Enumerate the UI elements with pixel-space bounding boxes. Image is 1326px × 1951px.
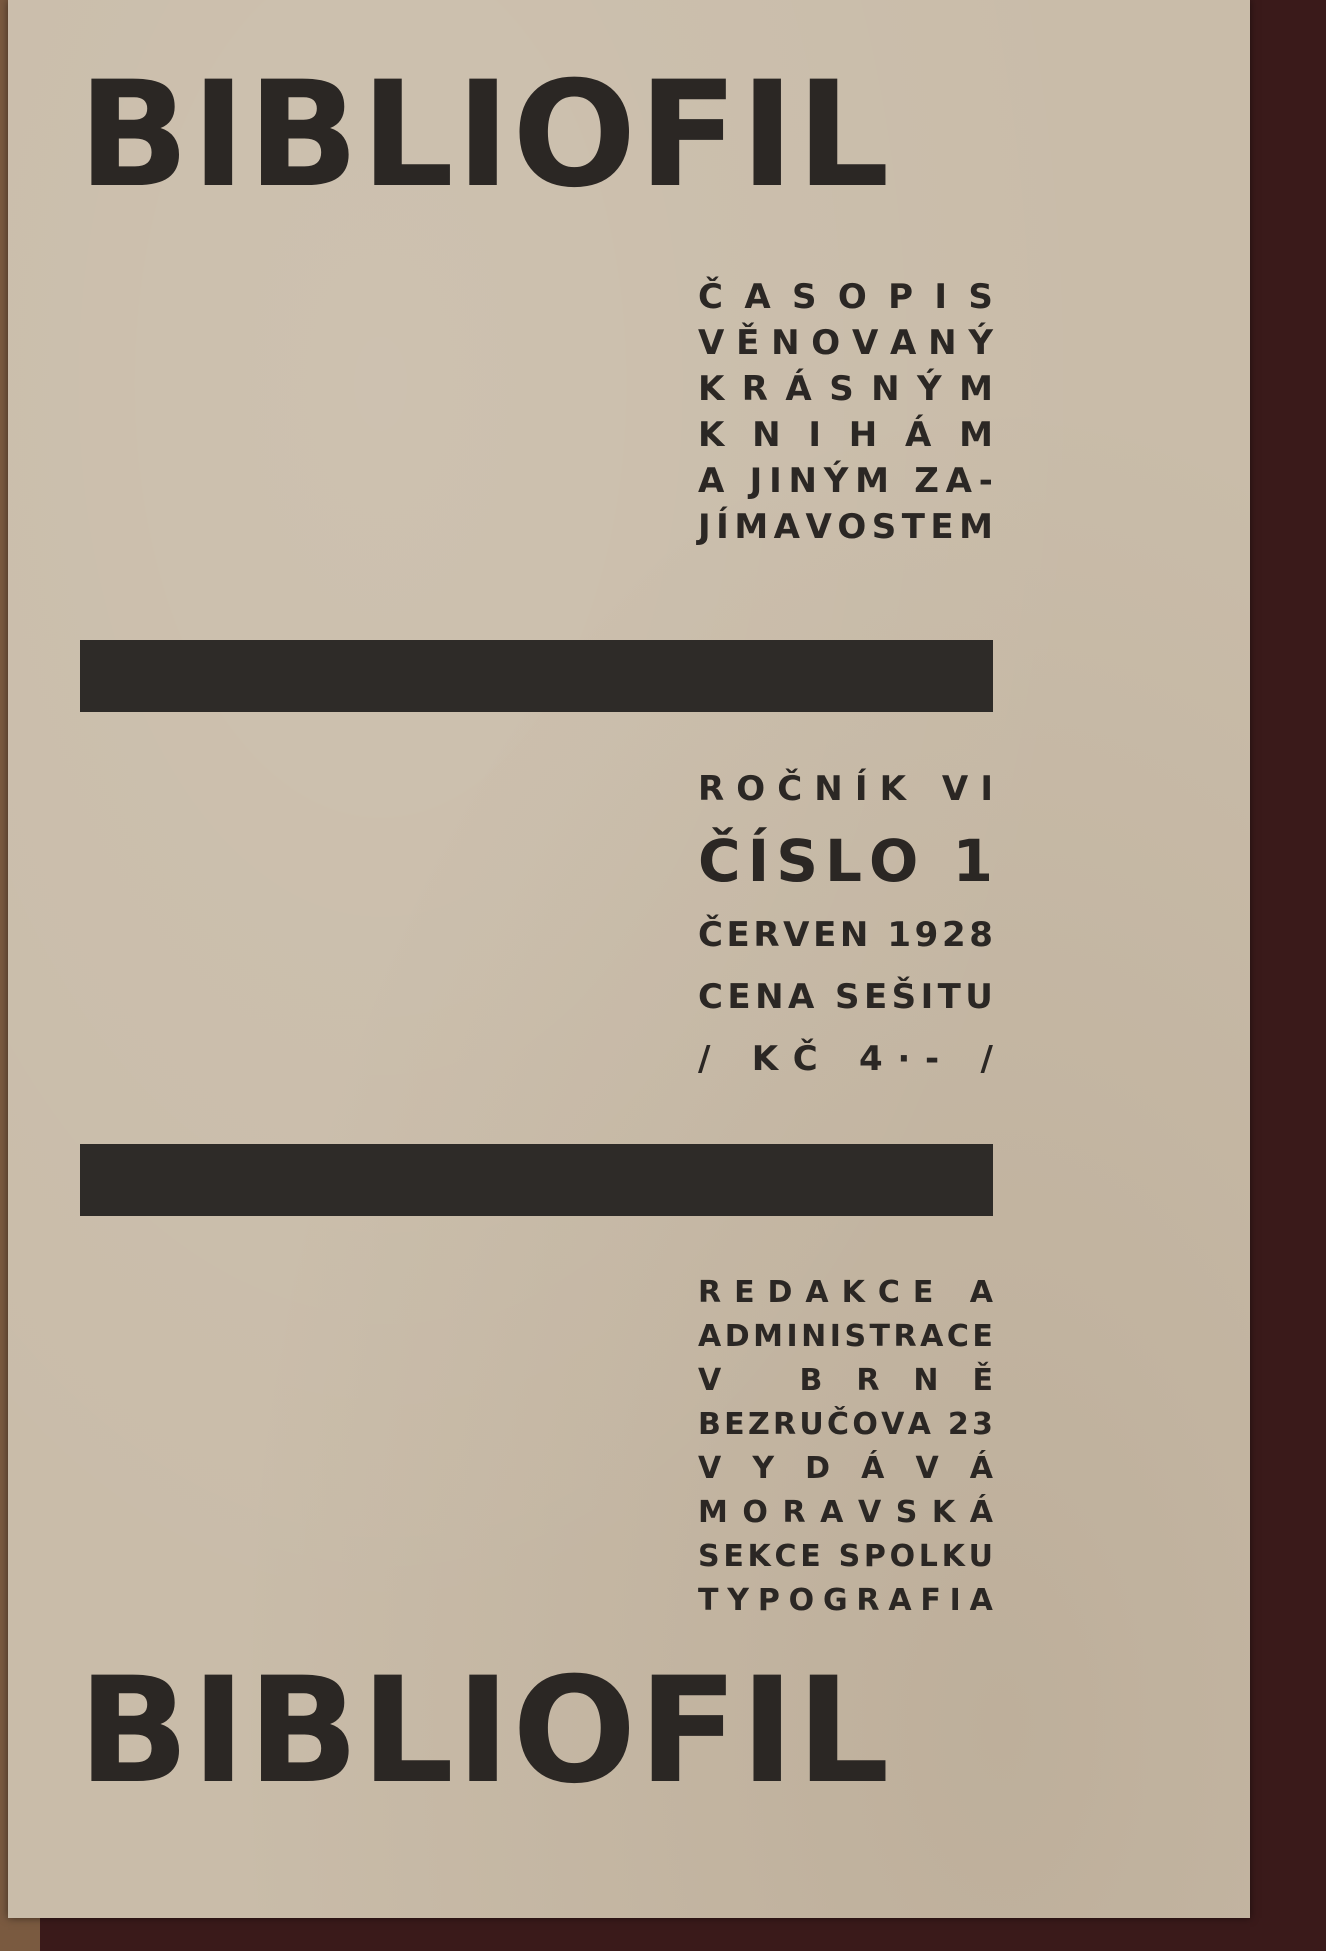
- glyph: A: [890, 323, 917, 363]
- glyph: C: [877, 1275, 900, 1310]
- glyph: P: [888, 277, 914, 317]
- publisher-line: [698, 1407, 993, 1454]
- glyph: N: [788, 461, 817, 501]
- glyph: A: [969, 1275, 993, 1310]
- glyph: Í: [747, 827, 770, 895]
- glyph: Y: [727, 1583, 750, 1618]
- glyph: E: [723, 1539, 744, 1574]
- glyph: A: [773, 507, 800, 547]
- glyph: M: [959, 369, 993, 409]
- glyph: M: [753, 1319, 783, 1354]
- glyph: V: [698, 323, 725, 363]
- glyph: Y: [752, 1451, 775, 1486]
- glyph: [731, 464, 743, 510]
- publisher-line: [698, 1539, 993, 1586]
- glyph: [918, 772, 930, 832]
- glyph: P: [863, 1539, 886, 1574]
- glyph: N: [839, 915, 869, 955]
- glyph: 2: [947, 1407, 969, 1442]
- glyph: 3: [972, 1407, 993, 1442]
- glyph: A: [698, 461, 725, 501]
- divider-bar-top: [80, 640, 993, 712]
- glyph: 2: [941, 915, 966, 955]
- magazine-cover: [8, 0, 1250, 1918]
- glyph: [946, 1278, 956, 1322]
- glyph: K: [751, 1039, 779, 1079]
- glyph: Č: [792, 1039, 818, 1079]
- glyph: P: [757, 1583, 780, 1618]
- glyph: Č: [827, 1407, 850, 1442]
- glyph: -: [978, 461, 993, 501]
- glyph: A: [945, 461, 972, 501]
- glyph: R: [753, 915, 780, 955]
- glyph: /: [698, 1039, 711, 1079]
- glyph: M: [959, 415, 993, 455]
- glyph: A: [907, 1407, 931, 1442]
- glyph: K: [698, 369, 725, 409]
- glyph: Č: [698, 827, 741, 895]
- subtitle-line: [698, 369, 993, 418]
- glyph: S: [838, 1539, 861, 1574]
- masthead-title-bottom: BIBLIOFIL: [78, 1646, 892, 1816]
- glyph: C: [698, 977, 723, 1017]
- glyph: O: [788, 1583, 815, 1618]
- glyph: N: [871, 369, 900, 409]
- glyph: Á: [785, 369, 812, 409]
- glyph: E: [800, 1539, 821, 1574]
- glyph: M: [855, 461, 889, 501]
- glyph: E: [726, 915, 750, 955]
- glyph: E: [813, 915, 837, 955]
- issue-date: [698, 915, 993, 980]
- glyph: [896, 464, 908, 510]
- glyph: K: [698, 415, 725, 455]
- glyph: T: [937, 977, 961, 1017]
- glyph: S: [829, 369, 854, 409]
- issue-price-label: [698, 977, 993, 1042]
- glyph: O: [837, 507, 867, 547]
- glyph: K: [931, 1495, 956, 1530]
- issue-volume: [698, 769, 993, 832]
- glyph: H: [848, 415, 878, 455]
- glyph: S: [792, 277, 817, 317]
- glyph: I: [920, 977, 934, 1017]
- glyph: Ý: [917, 369, 942, 409]
- glyph: Í: [716, 507, 729, 547]
- glyph: A: [820, 1495, 844, 1530]
- subtitle-line: [698, 507, 993, 556]
- glyph: Á: [969, 1451, 993, 1486]
- glyph: N: [771, 323, 800, 363]
- glyph: S: [835, 977, 860, 1017]
- issue-block: [698, 769, 993, 1092]
- glyph: V: [881, 1407, 905, 1442]
- glyph: R: [741, 369, 768, 409]
- glyph: R: [772, 1407, 797, 1442]
- glyph: O: [742, 1495, 768, 1530]
- glyph: I: [829, 1319, 841, 1354]
- glyph: [872, 918, 884, 980]
- glyph: S: [968, 277, 993, 317]
- glyph: I: [980, 769, 993, 809]
- glyph: N: [801, 1319, 827, 1354]
- glyph: N: [814, 769, 843, 809]
- glyph: M: [734, 507, 769, 547]
- glyph: N: [752, 415, 781, 455]
- glyph: K: [747, 1539, 771, 1574]
- glyph: E: [863, 977, 888, 1017]
- glyph: Á: [861, 1451, 885, 1486]
- publisher-line: [698, 1363, 993, 1410]
- glyph: A: [888, 1583, 912, 1618]
- glyph: D: [724, 1319, 750, 1354]
- glyph: [925, 832, 945, 918]
- glyph: D: [767, 1275, 793, 1310]
- glyph: [934, 1410, 944, 1454]
- glyph: C: [774, 1539, 797, 1574]
- subtitle-line: [698, 461, 993, 510]
- glyph: [725, 1042, 737, 1092]
- glyph: S: [895, 1495, 918, 1530]
- glyph: C: [946, 1319, 969, 1354]
- publisher-block: [698, 1275, 993, 1630]
- subtitle-line: [698, 277, 993, 326]
- subtitle-block: [698, 277, 993, 556]
- glyph: L: [918, 1539, 938, 1574]
- glyph: Š: [891, 977, 917, 1017]
- glyph: Ě: [972, 1363, 993, 1398]
- glyph: V: [941, 769, 969, 809]
- glyph: 1: [952, 827, 993, 895]
- glyph: B: [799, 1363, 823, 1398]
- glyph: V: [783, 915, 810, 955]
- glyph: S: [844, 1319, 867, 1354]
- glyph: K: [941, 1539, 965, 1574]
- glyph: O: [889, 1539, 916, 1574]
- glyph: N: [755, 977, 784, 1017]
- glyph: ·: [897, 1039, 911, 1079]
- glyph: E: [912, 1275, 934, 1310]
- glyph: A: [805, 1275, 829, 1310]
- glyph: V: [851, 323, 879, 363]
- glyph: V: [857, 1495, 882, 1530]
- glyph: M: [959, 507, 993, 547]
- glyph: R: [782, 1495, 806, 1530]
- glyph: E: [734, 1275, 755, 1310]
- glyph: V: [805, 507, 832, 547]
- divider-bar-bottom: [80, 1144, 993, 1216]
- glyph: 8: [969, 915, 993, 955]
- glyph: Ý: [968, 323, 993, 363]
- glyph: 4: [859, 1039, 883, 1079]
- glyph: R: [893, 1319, 917, 1354]
- issue-price: [698, 1039, 993, 1092]
- glyph: R: [856, 1363, 880, 1398]
- glyph: U: [965, 977, 993, 1017]
- publisher-line: [698, 1583, 993, 1630]
- glyph: Í: [854, 769, 868, 809]
- glyph: E: [727, 977, 751, 1017]
- glyph: [824, 1542, 834, 1586]
- glyph: J: [749, 461, 763, 501]
- glyph: Č: [698, 915, 723, 955]
- glyph: J: [698, 507, 711, 547]
- glyph: /: [980, 1039, 993, 1079]
- glyph: E: [930, 507, 954, 547]
- glyph: O: [837, 277, 867, 317]
- glyph: Č: [777, 769, 803, 809]
- masthead-title-top: BIBLIOFIL: [78, 50, 892, 220]
- glyph: -: [925, 1039, 940, 1079]
- glyph: Z: [747, 1407, 770, 1442]
- glyph: R: [856, 1583, 880, 1618]
- glyph: O: [869, 827, 919, 895]
- glyph: L: [825, 827, 863, 895]
- glyph: T: [901, 507, 925, 547]
- glyph: I: [808, 415, 822, 455]
- glyph: I: [786, 1319, 798, 1354]
- glyph: U: [799, 1407, 824, 1442]
- publisher-line: [698, 1495, 993, 1542]
- glyph: Č: [698, 277, 723, 317]
- publisher-line: [698, 1275, 993, 1322]
- subtitle-line: [698, 415, 993, 464]
- glyph: I: [769, 461, 782, 501]
- glyph: V: [915, 1451, 939, 1486]
- glyph: Á: [969, 1495, 993, 1530]
- issue-number: [698, 827, 993, 918]
- glyph: S: [776, 827, 819, 895]
- glyph: 9: [914, 915, 939, 955]
- glyph: B: [698, 1407, 721, 1442]
- glyph: U: [968, 1539, 993, 1574]
- glyph: A: [698, 1319, 722, 1354]
- glyph: O: [811, 323, 841, 363]
- glyph: I: [949, 1583, 961, 1618]
- glyph: V: [698, 1451, 722, 1486]
- glyph: F: [920, 1583, 941, 1618]
- glyph: R: [698, 769, 725, 809]
- glyph: Á: [905, 415, 932, 455]
- glyph: 1: [887, 915, 912, 955]
- glyph: I: [934, 277, 948, 317]
- glyph: V: [698, 1363, 722, 1398]
- glyph: R: [698, 1275, 722, 1310]
- glyph: N: [913, 1363, 939, 1398]
- glyph: Ý: [823, 461, 849, 501]
- glyph: A: [969, 1583, 993, 1618]
- glyph: A: [744, 277, 771, 317]
- glyph: S: [871, 507, 897, 547]
- glyph: O: [736, 769, 766, 809]
- glyph: K: [879, 769, 906, 809]
- glyph: [832, 1042, 844, 1092]
- glyph: [954, 1042, 966, 1092]
- glyph: T: [698, 1583, 719, 1618]
- glyph: Ě: [736, 323, 760, 363]
- glyph: E: [972, 1319, 993, 1354]
- glyph: E: [724, 1407, 745, 1442]
- glyph: D: [805, 1451, 831, 1486]
- glyph: [819, 980, 831, 1042]
- glyph: [755, 1366, 765, 1410]
- subtitle-line: [698, 323, 993, 372]
- publisher-line: [698, 1451, 993, 1498]
- publisher-line: [698, 1319, 993, 1366]
- glyph: G: [822, 1583, 848, 1618]
- glyph: S: [698, 1539, 720, 1574]
- glyph: N: [928, 323, 957, 363]
- glyph: M: [698, 1495, 728, 1530]
- glyph: T: [869, 1319, 891, 1354]
- glyph: A: [787, 977, 815, 1017]
- glyph: K: [841, 1275, 865, 1310]
- glyph: O: [852, 1407, 878, 1442]
- glyph: Z: [914, 461, 939, 501]
- glyph: A: [920, 1319, 944, 1354]
